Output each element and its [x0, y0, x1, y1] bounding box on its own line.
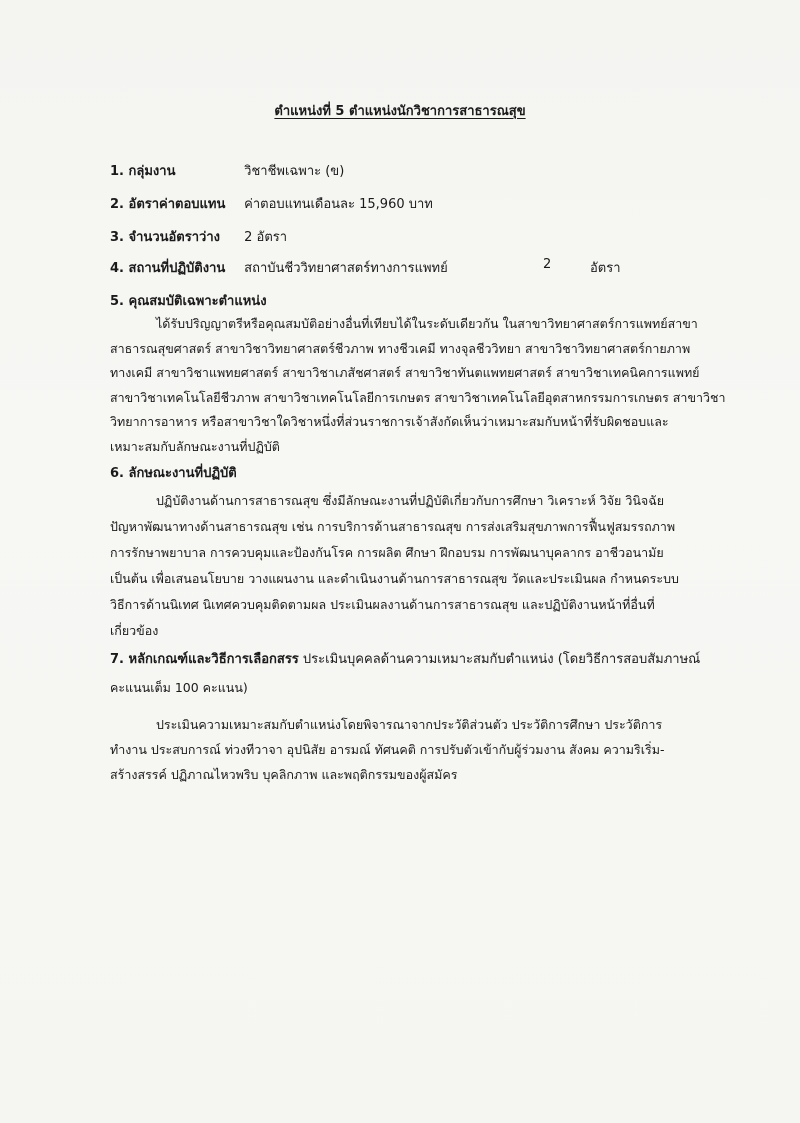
section-7-heading: [110, 648, 700, 669]
section-6-heading: 6. ลักษณะงานที่ปฏิบัติ: [110, 466, 237, 481]
field-label: 1. กลุ่มงาน: [110, 164, 176, 179]
field-work-group: [110, 160, 344, 181]
section-7-heading-rest: ประเมินบุคคลด้านความเหมาะสมกับตำแหน่ง (โดยวิธีการสอบสัมภาษณ์: [298, 652, 701, 667]
field-value: 2 อัตรา: [244, 230, 288, 245]
field-unit: อัตรา: [590, 261, 621, 276]
field-workplace: [110, 257, 621, 278]
paragraph-line: ปฏิบัติงานด้านการสาธารณสุข ซึ่งมีลักษณะงานที่ปฏิบัติเกี่ยวกับการศึกษา วิเคราะห์ วิจัย วินิจฉัย: [156, 493, 665, 508]
section-7-heading-bold: 7. หลักเกณฑ์และวิธีการเลือกสรร: [110, 652, 299, 667]
paragraph-line: ได้รับปริญญาตรีหรือคุณสมบัติอย่างอื่นที่เทียบได้ในระดับเดียวกัน ในสาขาวิทยาศาสตร์การแพทย์สาขา: [156, 316, 698, 331]
paragraph-line: วิทยาการอาหาร หรือสาขาวิชาใดวิชาหนึ่งที่ส่วนราชการเจ้าสังกัดเห็นว่าเหมาะสมกับหน้าที่รับผิดชอบและ: [110, 414, 669, 429]
paragraph-line: เหมาะสมกับลักษณะงานที่ปฏิบัติ: [110, 438, 280, 454]
paragraph-line: ทางเคมี สาขาวิชาแพทยศาสตร์ สาขาวิชาเภสัชศาสตร์ สาขาวิชาทันตแพทยศาสตร์ สาขาวิชาเทคนิคการแพทย์: [110, 365, 700, 380]
field-label: 4. สถานที่ปฏิบัติงาน: [110, 261, 226, 276]
paragraph-line: เป็นต้น เพื่อเสนอนโยบาย วางแผนงาน และดำเนินงานด้านการสาธารณสุข วัดและประเมินผล กำหนดระบบ: [110, 571, 679, 586]
section-5-heading: 5. คุณสมบัติเฉพาะตำแหน่ง: [110, 294, 267, 309]
paragraph-line: สาขาวิชาเทคโนโลยีชีวภาพ สาขาวิชาเทคโนโลยีการเกษตร สาขาวิชาเทคโนโลยีอุตสาหกรรมการเกษตร สาขาวิชา: [110, 389, 726, 405]
field-label: 3. จำนวนอัตราว่าง: [110, 230, 220, 245]
field-value: ค่าตอบแทนเดือนละ 15,960 บาท: [244, 197, 433, 212]
section-7-body: [110, 712, 730, 787]
field-label: 2. อัตราค่าตอบแทน: [110, 197, 226, 212]
paragraph-line: คะแนนเต็ม 100 คะแนน): [110, 680, 248, 695]
document-title: ตำแหน่งที่ 5 ตำแหน่งนักวิชาการสาธารณสุข: [274, 104, 526, 119]
section-5-body: [110, 312, 730, 459]
field-vacancies: [110, 226, 287, 247]
section-6-body: [110, 488, 730, 644]
paragraph-line: เกี่ยวข้อง: [110, 623, 159, 638]
field-compensation: [110, 193, 433, 214]
section-7-heading-line2: [110, 676, 730, 701]
paragraph-line: การรักษาพยาบาล การควบคุมและป้องกันโรค การผลิต ศึกษา ฝึกอบรม การพัฒนาบุคลากร อาชีวอนามัย: [110, 545, 664, 560]
paragraph-line: ทำงาน ประสบการณ์ ท่วงทีวาจา อุปนิสัย อารมณ์ ทัศนคติ การปรับตัวเข้ากับผู้ร่วมงาน สังคม ความริเริ่ม-: [110, 742, 665, 757]
field-value: วิชาชีพเฉพาะ (ข): [244, 164, 345, 179]
field-value: สถาบันชีววิทยาศาสตร์ทางการแพทย์: [244, 261, 448, 276]
paragraph-line: สร้างสรรค์ ปฏิภาณไหวพริบ บุคลิกภาพ และพฤติกรรมของผู้สมัคร: [110, 767, 458, 782]
field-count: 2: [543, 257, 552, 272]
paragraph-line: สาธารณสุขศาสตร์ สาขาวิชาวิทยาศาสตร์ชีวภาพ ทางชีวเคมี ทางจุลชีววิทยา สาขาวิชาวิทยาศาสตร์กายภาพ: [110, 340, 691, 356]
paragraph-line: ปัญหาพัฒนาทางด้านสาธารณสุข เช่น การบริการด้านสาธารณสุข การส่งเสริมสุขภาพการฟื้นฟูสมรรถภาพ: [110, 519, 676, 534]
paragraph-line: วิธีการด้านนิเทศ นิเทศควบคุมติดตามผล ประเมินผลงานด้านการสาธารณสุข และปฏิบัติงานหน้าที่อื่นที่: [110, 597, 655, 612]
paragraph-line: ประเมินความเหมาะสมกับตำแหน่งโดยพิจารณาจากประวัติส่วนตัว ประวัติการศึกษา ประวัติการ: [156, 717, 663, 732]
